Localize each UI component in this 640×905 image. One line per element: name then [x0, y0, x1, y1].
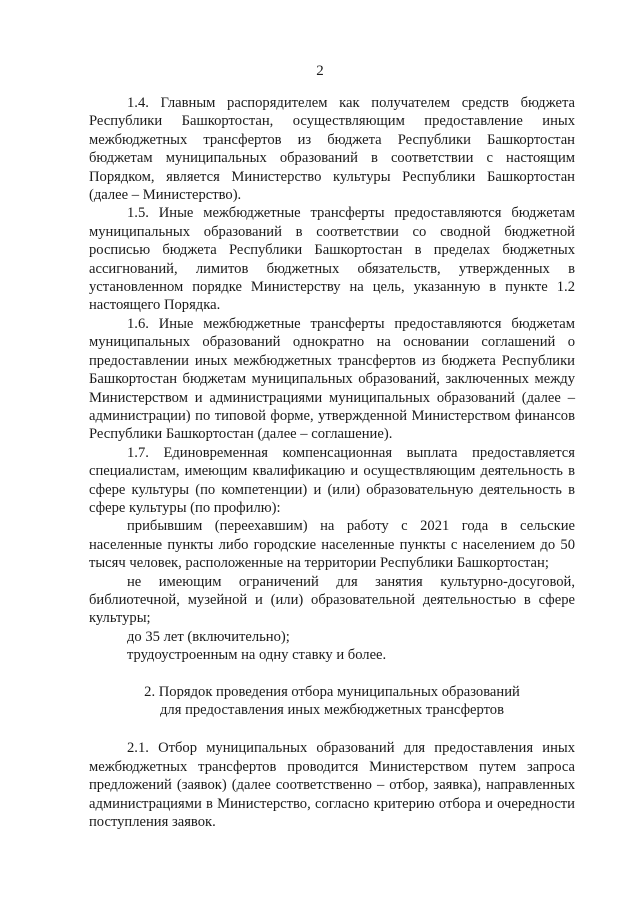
paragraph-1-4: 1.4. Главным распорядителем как получателем средств бюджета Республики Башкортостан, осуществляющим предоставление иных межбюджетных трансфертов из бюджета Республики Башкортостан бюджетам муниципальных образований в соответствии с настоящим Порядком, является Министерство культуры Республики Башкортостан (далее – Министерство).: [89, 95, 575, 204]
paragraph-2-1: 2.1. Отбор муниципальных образований для предоставления иных межбюджетных трансфертов проводится Министерством путем запроса предложений (заявок) (далее соответственно – отбор, заявка), направленных администрациями в Министерство, согласно критерию отбора и очередности поступления заявок.: [89, 740, 575, 831]
list-item-employment: трудоустроенным на одну ставку и более.: [127, 647, 387, 664]
section-2-title-line-2: для предоставления иных межбюджетных трансфертов: [160, 702, 504, 718]
document-body: [89, 94, 575, 831]
section-2-title-line-1: 2. Порядок проведения отбора муниципальных образований: [144, 683, 520, 700]
list-item-age: до 35 лет (включительно);: [127, 628, 290, 645]
list-item-no-restrictions: не имеющим ограничений для занятия культурно-досуговой, библиотечной, музейной и (или) образовательной деятельностью в сфере культуры;: [89, 573, 575, 627]
paragraph-1-5: 1.5. Иные межбюджетные трансферты предоставляются бюджетам муниципальных образований в соответствии со сводной бюджетной росписью бюджета Республики Башкортостан в пределах бюджетных ассигнований, лимитов бюджетных обязательств, утвержденных в установленном порядке Министерству на цель, указанную в пункте 1.2 настоящего Порядка.: [89, 205, 575, 314]
section-spacer: [89, 665, 575, 683]
section-spacer: [89, 719, 575, 739]
page-number: 2: [316, 63, 324, 79]
paragraph-1-6: 1.6. Иные межбюджетные трансферты предоставляются бюджетам муниципальных образований однократно на основании соглашений о предоставлении иных межбюджетных трансфертов из бюджета Республики Башкортостан бюджетам муниципальных образований, заключенных между Министерством и администрациями муниципальных образований (далее – администрации) по типовой форме, утвержденной Министерством финансов Республики Башкортостан (далее – соглашение).: [89, 315, 575, 443]
list-item-relocated: прибывшим (переехавшим) на работу с 2021 года в сельские населенные пункты либо городские населенные пункты с населением до 50 тысяч человек, расположенные на территории Республики Башкортостан;: [89, 518, 575, 572]
paragraph-1-7: 1.7. Единовременная компенсационная выплата предоставляется специалистам, имеющим квалификацию и осуществляющим деятельность в сфере культуры (по компетенции) и (или) образовательную деятельность в сфере культуры (по профилю):: [89, 444, 575, 516]
